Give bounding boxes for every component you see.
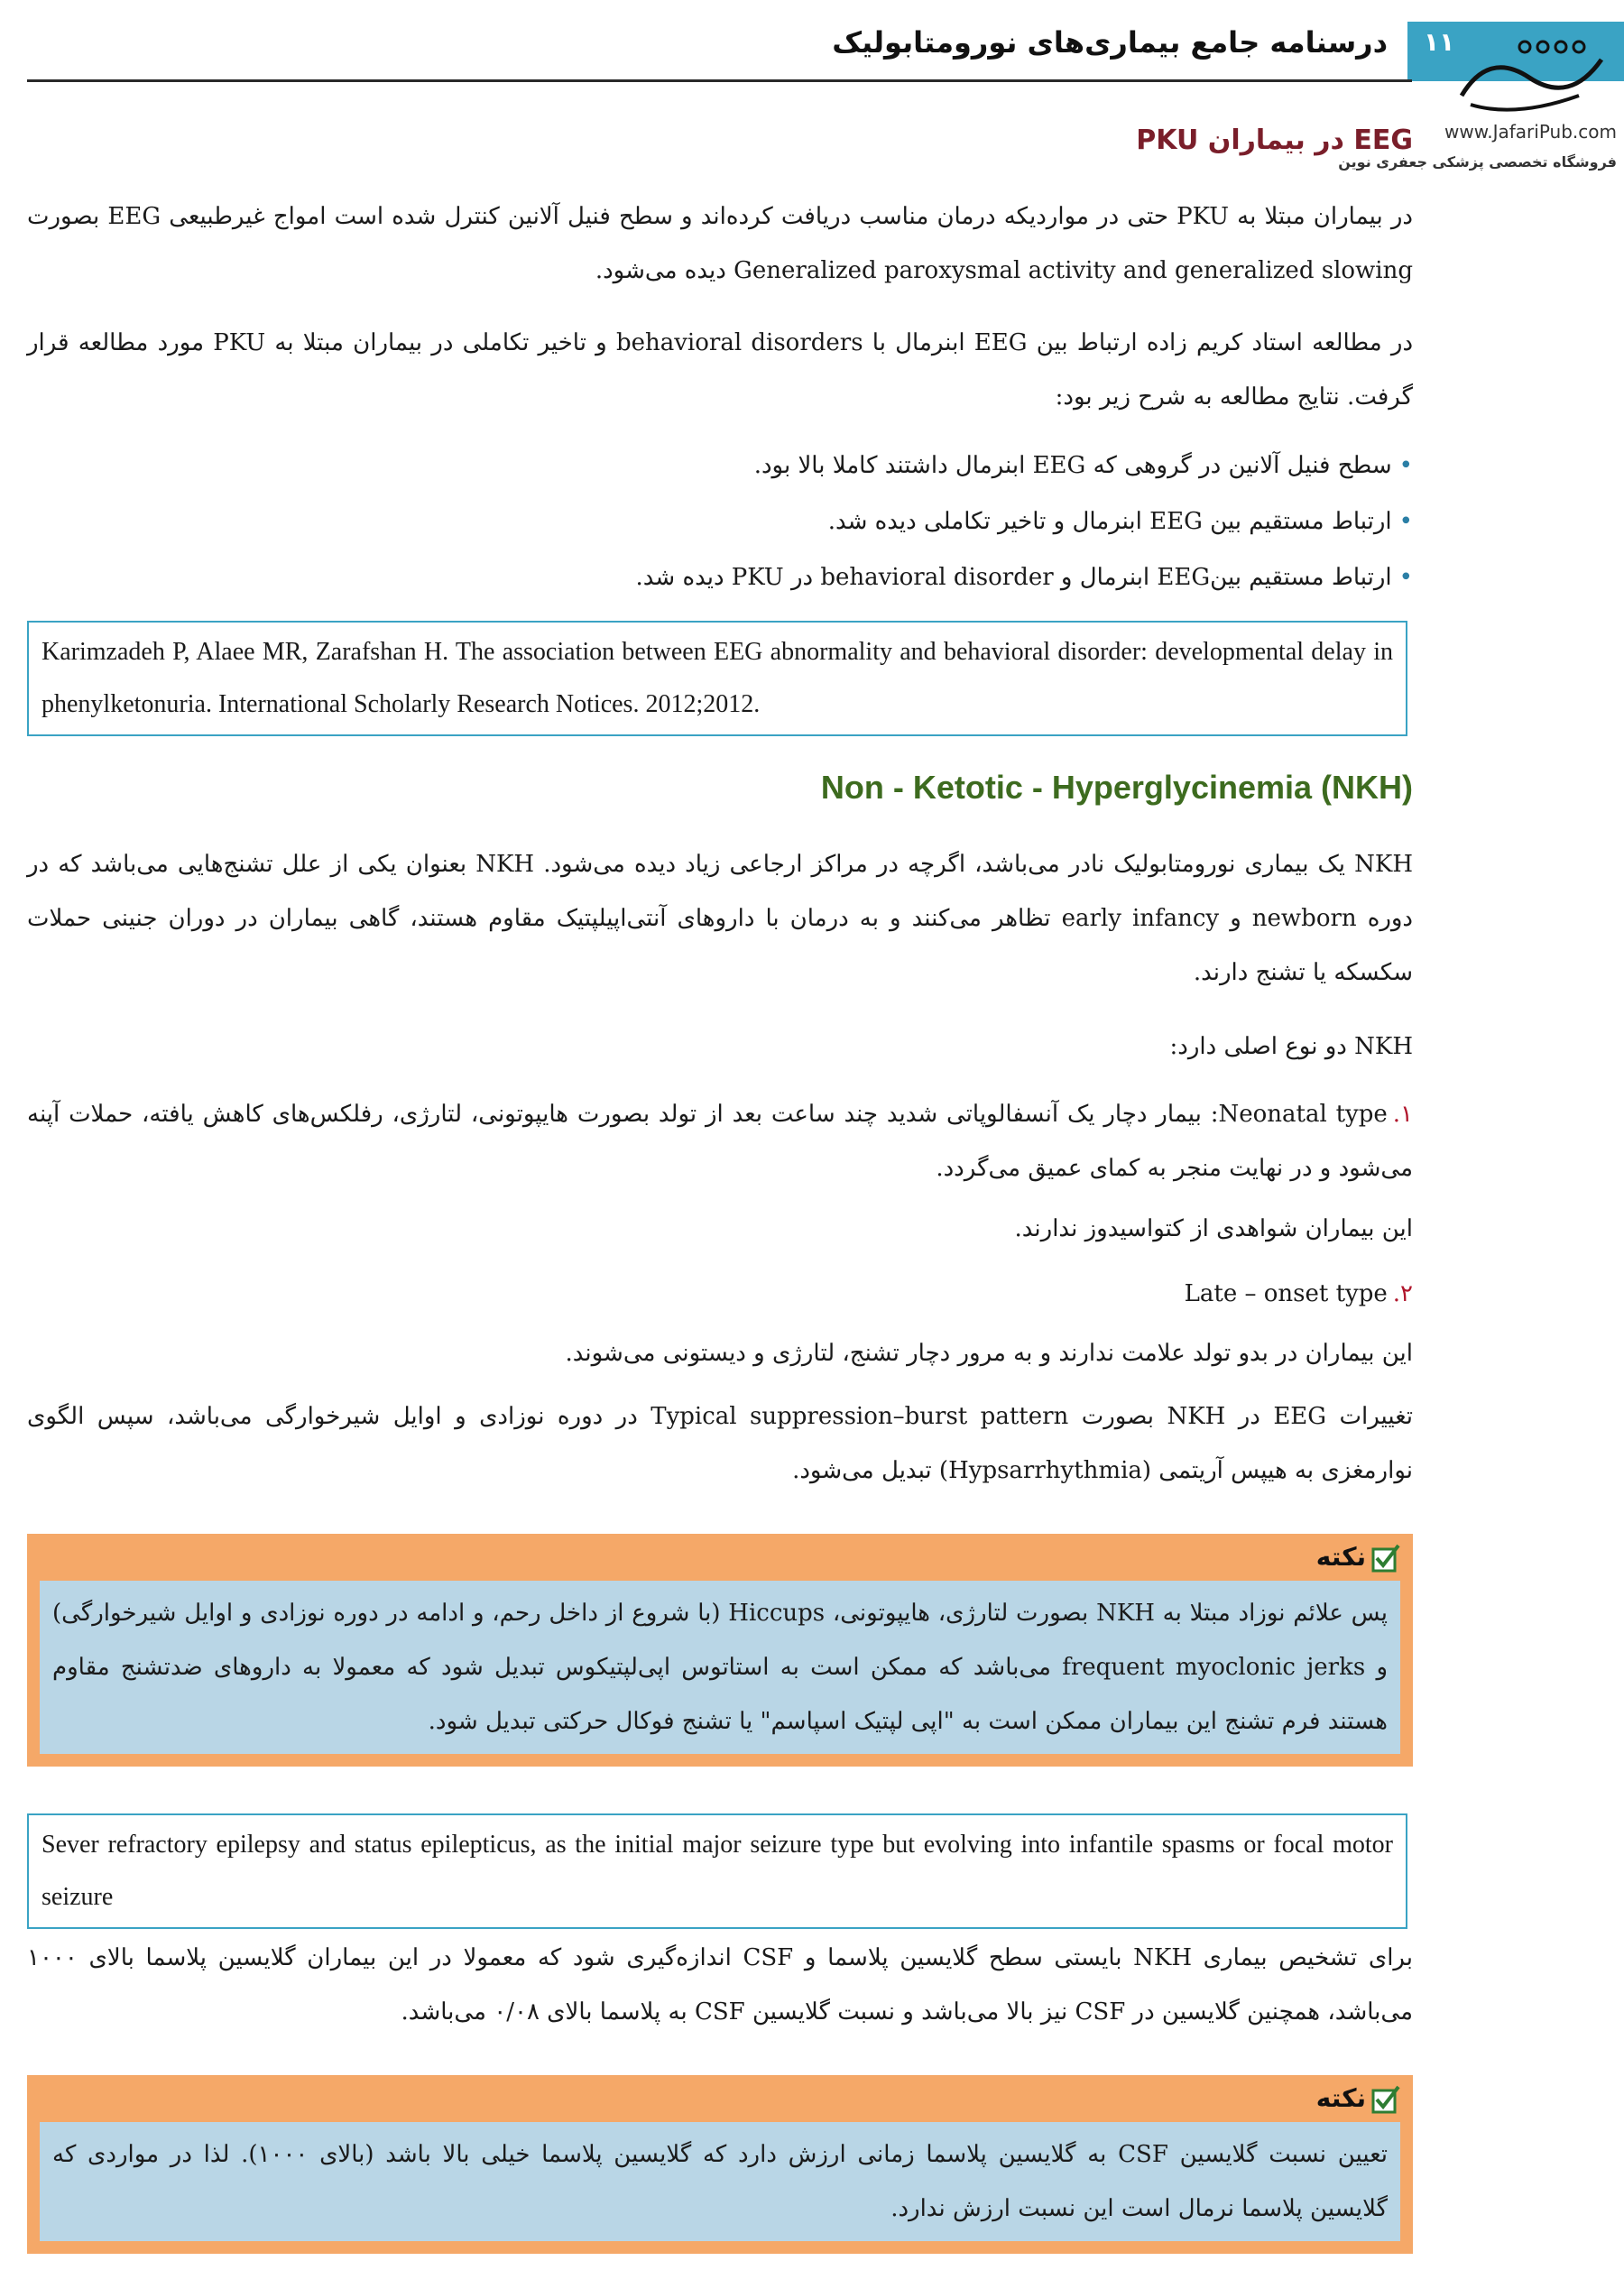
note-header xyxy=(40,1534,1400,1581)
nkh-paragraph-1: NKH یک بیماری نورومتابولیک نادر می‌باشد، اگرچه در مراکز ارجاعی زیاد دیده می‌شود. NKH بعنوان یکی از علل تشنج‌هایی می‌باشد که در دوره newborn و early infancy تظاهر می‌کنند و به درمان با داروهای آنتی‌اپیلپتیک مقاوم هستند، گاهی بیماران در دوران جنینی حملات سکسکه یا تشنج دارند. xyxy=(27,851,1414,986)
nkh-type-2-text: این بیماران در بدو تولد علامت ندارند و به مرور دچار تشنج، لتارژی و دیستونی می‌شوند. xyxy=(565,1340,1413,1367)
pku-paragraph-2: در مطالعه استاد کریم زاده ارتباط بین EEG ابنرمال با behavioral disorders و تاخیر تکاملی در بیماران مبتلا به PKU مورد مطالعه قرار گرفت. نتایج مطالعه به شرح زیر بود: xyxy=(27,329,1414,411)
header-rule xyxy=(27,79,1412,82)
bullet-icon: • xyxy=(1398,508,1413,535)
type-2-label: Late – onset type xyxy=(1184,1280,1388,1307)
nkh-type-2 xyxy=(27,1267,1413,1321)
note-title: نکته xyxy=(1315,2083,1366,2113)
reference-box: Karimzadeh P, Alaee MR, Zarafshan H. The association between EEG abnormality and behavioral disorder: developmental delay in phenylketonuria. International Scholarly Research Notices. 2012;2012. xyxy=(27,621,1407,736)
page-header-title: درسنامه جامع بیماری‌های نورومتابولیک xyxy=(832,25,1388,60)
page-number: ۱۱ xyxy=(1424,27,1455,57)
checkbox-icon xyxy=(1371,2085,1400,2114)
type-1-text: Neonatal type: بیمار دچار یک آنسفالوپاتی شدید چند ساعت بعد از تولد بصورت هایپوتونی، لتارژی، رفلکس‌های کاهش یافته، حملات آپنه می‌شود و در نهایت منجر به کمای عمیق می‌گردد. xyxy=(27,1101,1413,1182)
type-1-number: ۱. xyxy=(1392,1101,1414,1128)
note-body: پس علائم نوزاد مبتلا به NKH بصورت لتارژی، هایپوتونی، Hiccups (با شروع از داخل رحم، و ادامه در دوره نوزادی و اوایل شیرخوارگی) و frequent myoclonic jerks می‌باشد که ممکن است به استاتوس اپی‌لپتیکوس تبدیل شود که معمولا به داروهای ضدتشنج مقاوم هستند فرم تشنج این بیماران ممکن است به "اپی لپتیک اسپاسم" یا تشنج فوکال حرکتی تبدیل شود. xyxy=(40,1581,1400,1754)
section-title-pku: EEG در بیماران PKU xyxy=(1136,125,1413,156)
note-body: تعیین نسبت گلایسین CSF به گلایسین پلاسما زمانی ارزش دارد که گلایسین پلاسما خیلی بالا باشد (بالای ۱۰۰۰). لذا در مواردی که گلایسین پلاسما نرمال است این نسبت ارزش ندارد. xyxy=(40,2122,1400,2241)
section-title-nkh: Non - Ketotic - Hyperglycinemia (NKH) xyxy=(820,769,1413,806)
bullet-text: سطح فنیل آلانین در گروهی که EEG ابنرمال داشتند کاملا بالا بود. xyxy=(753,452,1392,479)
bullet-text: ارتباط مستقیم بین EEG ابنرمال و تاخیر تکاملی دیده شد. xyxy=(827,508,1392,535)
pku-bullet xyxy=(27,496,1413,547)
note-title: نکته xyxy=(1315,1542,1366,1572)
pku-paragraph-1: در بیماران مبتلا به PKU حتی در مواردیکه درمان مناسب دریافت کرده‌اند و سطح فنیل آلانین کنترل شده است امواج غیرطبیعی EEG بصورت Generalized paroxysmal activity and generalized slowing دیده می‌شود. xyxy=(27,203,1413,284)
note-box-2 xyxy=(27,2075,1413,2254)
pku-bullet xyxy=(27,440,1413,491)
publisher-url: www.JafariPub.com xyxy=(1444,121,1617,143)
note-header xyxy=(40,2075,1400,2122)
nkh-types-intro: NKH دو نوع اصلی دارد: xyxy=(1169,1033,1413,1060)
pku-bullet xyxy=(27,552,1413,603)
type-2-number: ۲. xyxy=(1392,1280,1413,1307)
note-box-1 xyxy=(27,1534,1413,1767)
bullet-icon: • xyxy=(1398,564,1413,591)
bullet-icon: • xyxy=(1398,452,1413,479)
quote-box: Sever refractory epilepsy and status epilepticus, as the initial major seizure type but evolving into infantile spasms or focal motor seizure xyxy=(27,1813,1407,1929)
nkh-eeg-paragraph: تغییرات EEG در NKH بصورت Typical suppression–burst pattern در دوره نوزادی و اوایل شیرخوارگی می‌باشد، سپس الگوی نوارمغزی به هیپس آریتمی (Hypsarrhythmia) تبدیل می‌شود. xyxy=(27,1403,1414,1484)
checkbox-icon xyxy=(1371,1544,1400,1573)
publisher-subtitle: فروشگاه تخصصی پزشکی جعفری نوین xyxy=(1338,153,1617,171)
bullet-text: ارتباط مستقیم بینEEG ابنرمال و behavioral disorder در PKU دیده شد. xyxy=(635,564,1392,591)
nkh-type-1-note: این بیماران شواهدی از کتواسیدوز ندارند. xyxy=(1014,1215,1413,1242)
publisher-logo-icon xyxy=(1444,32,1615,119)
nkh-type-1 xyxy=(27,1087,1413,1195)
nkh-diagnosis-paragraph: برای تشخیص بیماری NKH بایستی سطح گلایسین پلاسما و CSF اندازه‌گیری شود که معمولا در این بیماران گلایسین پلاسما بالای ۱۰۰۰ می‌باشد، همچنین گلایسین در CSF نیز بالا می‌باشد و نسبت گلایسین CSF به پلاسما بالای ۰/۰۸ می‌باشد. xyxy=(27,1944,1414,2025)
